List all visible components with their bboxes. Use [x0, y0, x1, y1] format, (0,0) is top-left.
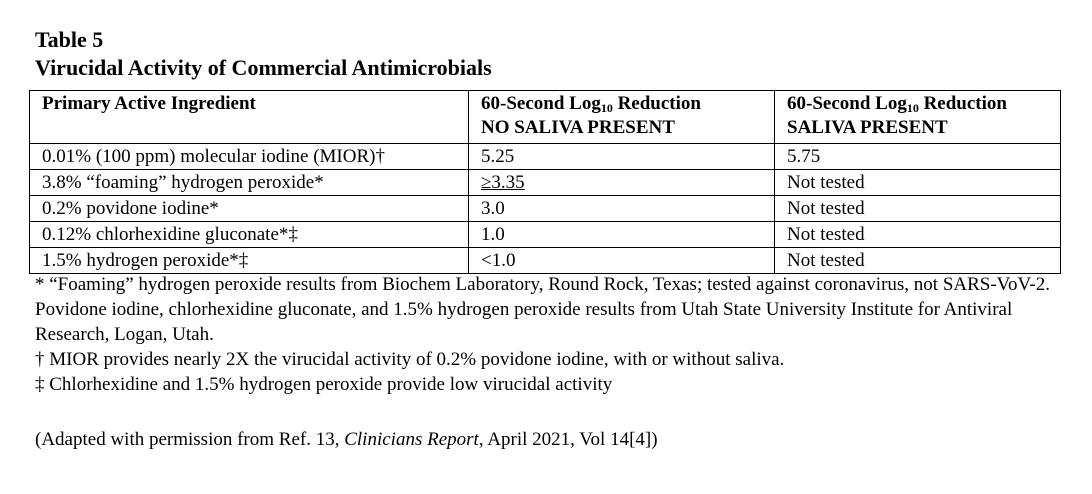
saliva-cell: 5.75	[775, 144, 1061, 170]
header-line2: SALIVA PRESENT	[787, 117, 948, 138]
no-saliva-cell: 1.0	[469, 222, 775, 248]
table-row	[30, 248, 1061, 274]
table-title: Virucidal Activity of Commercial Antimicrobials	[35, 55, 492, 80]
no-saliva-cell	[469, 170, 775, 196]
saliva-cell: Not tested	[775, 248, 1061, 274]
header-text: 60-Second Log	[481, 93, 601, 114]
header-primary-active-ingredient	[30, 91, 469, 144]
ingredient-cell: 0.2% povidone iodine*	[30, 196, 469, 222]
citation	[35, 427, 658, 452]
header-no-saliva	[469, 91, 775, 144]
header-line1	[787, 93, 1007, 114]
footnote-double-dagger: ‡ Chlorhexidine and 1.5% hydrogen peroxide provide low virucidal activity	[35, 374, 613, 395]
header-label: Primary Active Ingredient	[42, 93, 256, 114]
table-footnotes	[35, 272, 1075, 397]
saliva-cell: Not tested	[775, 222, 1061, 248]
table-header-row	[30, 91, 1061, 144]
citation-journal: Clinicians Report	[344, 429, 479, 450]
virucidal-activity-table	[29, 90, 1061, 274]
saliva-cell: Not tested	[775, 170, 1061, 196]
header-text: 60-Second Log	[787, 93, 907, 114]
table-row	[30, 196, 1061, 222]
ingredient-cell: 0.01% (100 ppm) molecular iodine (MIOR)†	[30, 144, 469, 170]
header-text: Reduction	[918, 93, 1007, 114]
footnote-asterisk: * “Foaming” hydrogen peroxide results from Biochem Laboratory, Round Rock, Texas; tested against coronavirus, not SARS-VoV-2. Povidone iodine, chlorhexidine gluconate, and 1.5% hydrogen peroxide results from Utah State University Institute for Antiviral Research, Logan, Utah.	[35, 274, 1051, 345]
header-saliva	[775, 91, 1061, 144]
log-subscript: 10	[906, 101, 919, 115]
table-caption	[35, 27, 492, 81]
table-row	[30, 222, 1061, 248]
no-saliva-cell: 5.25	[469, 144, 775, 170]
citation-suffix: , April 2021, Vol 14[4])	[478, 429, 658, 450]
ingredient-cell: 3.8% “foaming” hydrogen peroxide*	[30, 170, 469, 196]
log-subscript: 10	[600, 101, 613, 115]
table-row	[30, 170, 1061, 196]
header-text: Reduction	[612, 93, 701, 114]
saliva-cell: Not tested	[775, 196, 1061, 222]
footnote-dagger: † MIOR provides nearly 2X the virucidal activity of 0.2% povidone iodine, with or without saliva.	[35, 349, 785, 370]
value-text: ≥3.35	[481, 172, 525, 193]
citation-prefix: (Adapted with permission from Ref. 13,	[35, 429, 345, 450]
ingredient-cell: 1.5% hydrogen peroxide*‡	[30, 248, 469, 274]
table-row	[30, 144, 1061, 170]
no-saliva-cell: <1.0	[469, 248, 775, 274]
header-line2: NO SALIVA PRESENT	[481, 117, 675, 138]
no-saliva-cell: 3.0	[469, 196, 775, 222]
ingredient-cell: 0.12% chlorhexidine gluconate*‡	[30, 222, 469, 248]
header-line1	[481, 93, 701, 114]
table-number: Table 5	[35, 27, 104, 52]
